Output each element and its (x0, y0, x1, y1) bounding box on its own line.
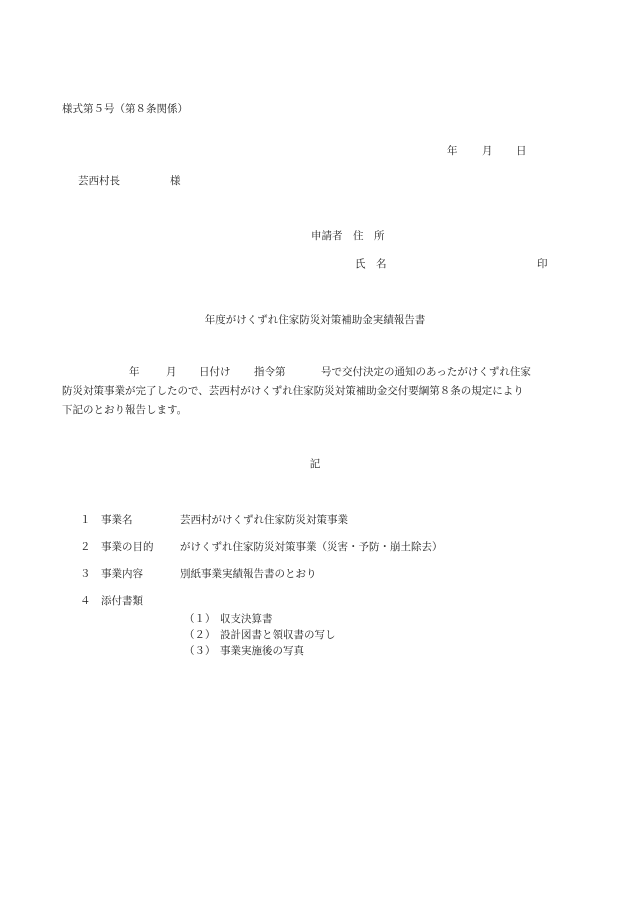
body-line-2: 防災対策事業が完了したので、芸西村がけくずれ住家防災対策補助金交付要綱第８条の規定により (62, 385, 524, 397)
item-label: 事業内容 (101, 568, 143, 580)
body-dated: 日付け (199, 366, 231, 378)
attachment-text: 収支決算書 (220, 613, 273, 625)
addressee-honorific: 様 (170, 175, 181, 187)
attachment-text: 設計図書と領収書の写し (220, 629, 336, 641)
document-title: 年度がけくずれ住家防災対策補助金実績報告書 (204, 314, 426, 326)
body-order: 指令第 (254, 366, 286, 378)
item-value: がけくずれ住家防災対策事業（災害・予防・崩土除去） (180, 541, 443, 553)
item-value: 別紙事業実績報告書のとおり (180, 568, 317, 580)
attachment-number: （３） (184, 645, 216, 657)
item-number: ４ (80, 595, 91, 607)
item-label: 事業の目的 (101, 541, 154, 553)
attachment-number: （２） (184, 629, 216, 641)
item-number: ２ (80, 541, 91, 553)
date-line (0, 146, 630, 160)
ki-heading: 記 (309, 458, 321, 470)
item-value: 芸西村がけくずれ住家防災対策事業 (180, 514, 348, 526)
attachment-number: （１） (184, 613, 216, 625)
body-year: 年 (129, 366, 140, 378)
item-number: ３ (80, 568, 91, 580)
applicant-address-label: 申請者 住 所 (311, 230, 385, 242)
applicant-name-label: 氏 名 (355, 258, 387, 270)
body-month: 月 (166, 366, 177, 378)
body-line-3: 下記のとおり報告します。 (62, 404, 188, 416)
date-year: 年 (447, 145, 458, 157)
attachment-text: 事業実施後の写真 (220, 645, 304, 657)
applicant-name-row (0, 259, 630, 273)
seal-mark: 印 (537, 258, 548, 270)
body-line1-rest: 号で交付決定の通知のあったがけくずれ住家 (321, 366, 531, 378)
item-number: １ (80, 514, 91, 526)
item-label: 事業名 (101, 514, 133, 526)
addressee (78, 175, 181, 187)
form-label: 様式第５号（第８条関係） (62, 103, 188, 115)
date-day: 日 (516, 145, 527, 157)
date-month: 月 (482, 145, 493, 157)
addressee-name: 芸西村長 (78, 175, 120, 187)
item-label: 添付書類 (101, 595, 143, 607)
